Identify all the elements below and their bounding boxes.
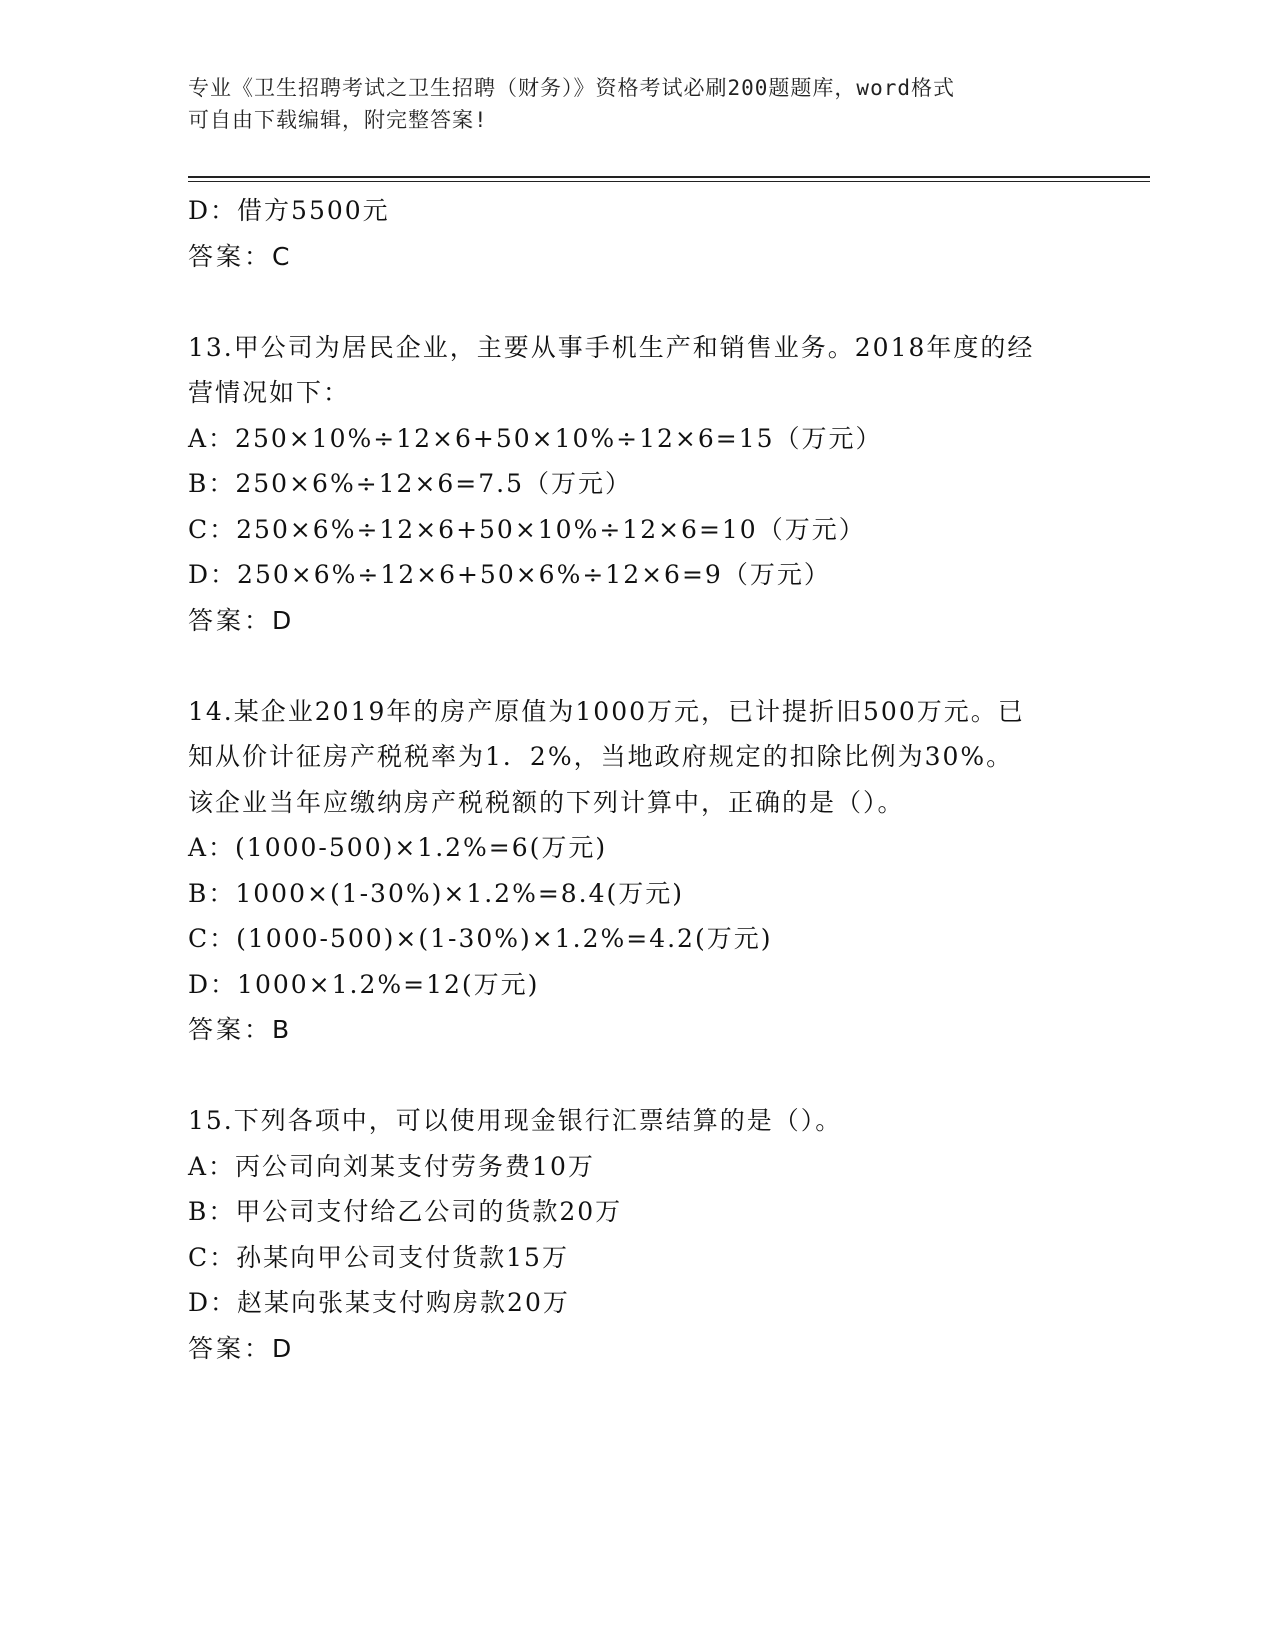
option-a: A：丙公司向刘某支付劳务费10万 bbox=[188, 1151, 595, 1181]
header-rule-thin bbox=[188, 181, 1150, 182]
option-d-previous: D：借方5500元 bbox=[188, 196, 390, 225]
option-a: A：250×10%÷12×6+50×10%÷12×6=15（万元） bbox=[188, 423, 883, 453]
header-line-2: 可自由下载编辑，附完整答案! bbox=[188, 108, 488, 132]
option-b: B：250×6%÷12×6=7.5（万元） bbox=[188, 469, 633, 498]
question-stem: 13.甲公司为居民企业，主要从事手机生产和销售业务。2018年度的经 bbox=[188, 332, 1035, 362]
question-stem: 知从价计征房产税税率为1．2%，当地政府规定的扣除比例为30%。 bbox=[188, 742, 1014, 771]
question-13 bbox=[188, 325, 1088, 644]
answer: 答案：D bbox=[188, 1333, 295, 1363]
question-stem: 15.下列各项中，可以使用现金银行汇票结算的是（）。 bbox=[188, 1106, 843, 1135]
document-body bbox=[188, 188, 1088, 1371]
option-b: B：1000×(1-30%)×1.2%=8.4(万元) bbox=[188, 878, 685, 908]
answer: 答案：D bbox=[188, 605, 295, 635]
question-stem: 14.某企业2019年的房产原值为1000万元，已计提折旧500万元。已 bbox=[188, 696, 1025, 726]
option-c: C：250×6%÷12×6+50×10%÷12×6=10（万元） bbox=[188, 514, 866, 544]
option-c: C：孙某向甲公司支付货款15万 bbox=[188, 1242, 569, 1272]
header-line-1: 专业《卫生招聘考试之卫生招聘（财务）》资格考试必刷200题题库，word格式 bbox=[188, 76, 955, 100]
option-b: B：甲公司支付给乙公司的货款20万 bbox=[188, 1197, 623, 1226]
option-c: C：(1000-500)×(1-30%)×1.2%=4.2(万元) bbox=[188, 924, 773, 953]
option-d: D：250×6%÷12×6+50×6%÷12×6=9（万元） bbox=[188, 560, 831, 589]
question-15 bbox=[188, 1098, 1088, 1371]
answer-previous: 答案：C bbox=[188, 241, 293, 271]
question-stem: 营情况如下： bbox=[188, 378, 351, 407]
question-14 bbox=[188, 689, 1088, 1053]
header-rule-thick bbox=[188, 176, 1150, 178]
option-d: D：1000×1.2%=12(万元) bbox=[188, 969, 540, 999]
answer: 答案：B bbox=[188, 1015, 293, 1044]
option-a: A：(1000-500)×1.2%=6(万元) bbox=[188, 833, 608, 862]
document-header bbox=[188, 72, 1068, 136]
option-d: D：赵某向张某支付购房款20万 bbox=[188, 1288, 570, 1317]
question-stem: 该企业当年应缴纳房产税税额的下列计算中，正确的是（）。 bbox=[188, 787, 905, 817]
